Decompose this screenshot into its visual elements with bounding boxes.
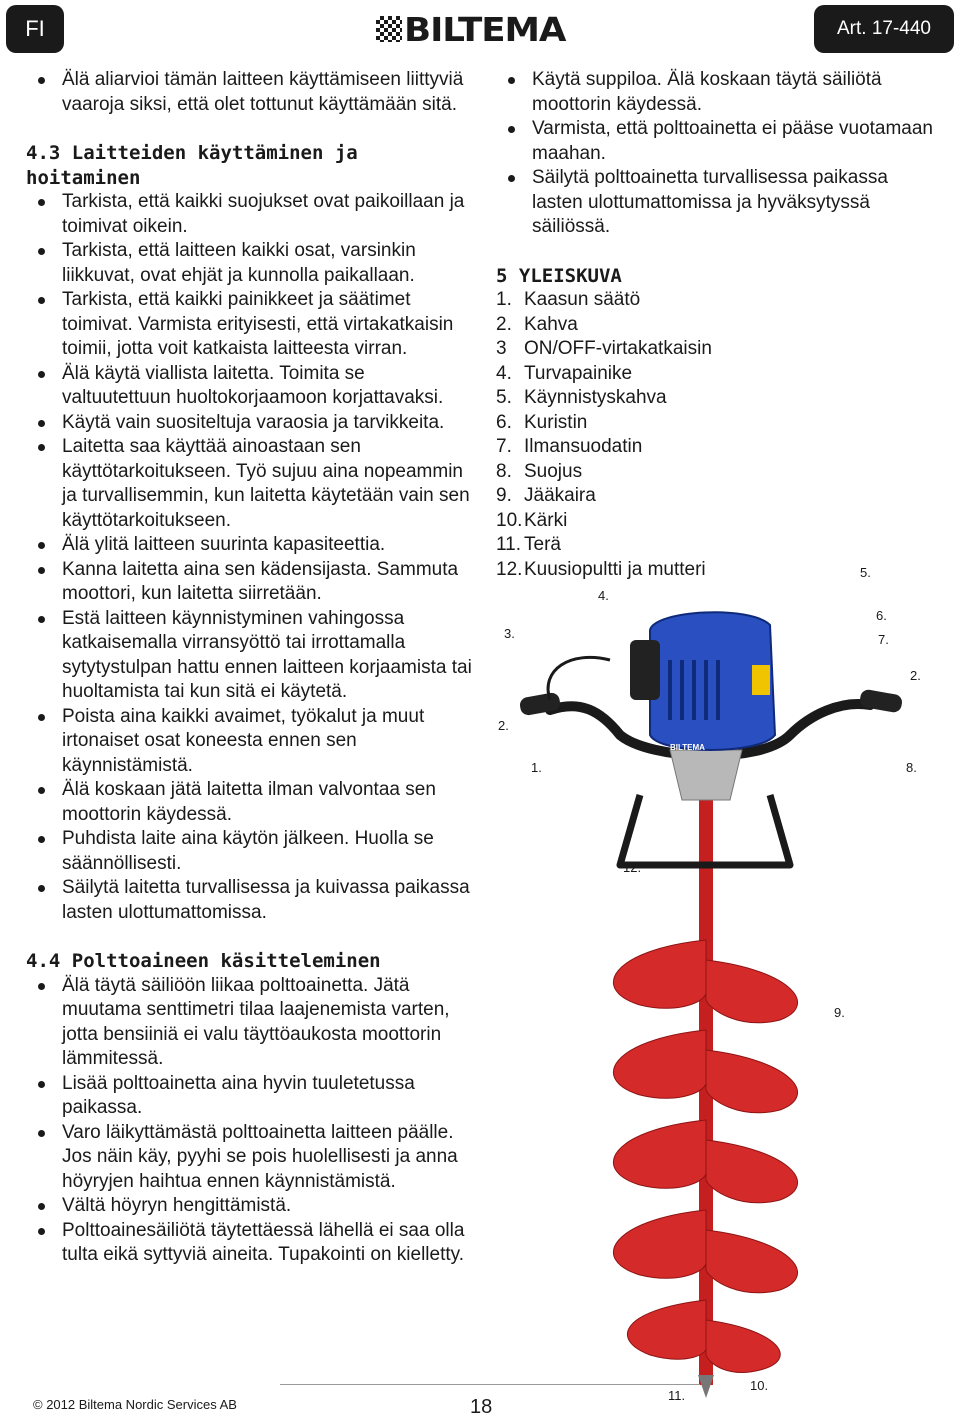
list-item: Varmista, että polttoainetta ei pääse vuotamaan maahan. [496, 117, 936, 166]
part-item: 9. Jääkaira [496, 485, 596, 506]
section-4-4-list [26, 974, 476, 1268]
callout-label: 6. [876, 608, 887, 623]
list-item: Puhdista laite aina käytön jälkeen. Huolla se säännöllisesti. [26, 827, 476, 876]
list-item: Tarkista, että kaikki painikkeet ja säätimet toimivat. Varmista erityisesti, että virtakatkaisin toimii, jotta voit katkaista laitteesta virran. [26, 288, 476, 362]
callout-label: 9. [834, 1005, 845, 1020]
fuel-list-continued [496, 68, 936, 240]
list-item: Älä koskaan jätä laitetta ilman valvontaa sen moottorin käydessä. [26, 778, 476, 827]
brand-name: BILTEMA [404, 9, 566, 49]
engine-warning-sticker [752, 665, 770, 695]
list-item: Varo läikyttämästä polttoainetta laitteen päälle. Jos näin käy, pyyhi se pois huolellisesti ja anna höyryjen haihtua ennen käynnistämistä. [26, 1121, 476, 1195]
list-item: Vältä höyryn hengittämistä. [26, 1194, 476, 1219]
part-item: 8. Suojus [496, 460, 583, 482]
callout-label: 4. [598, 588, 609, 603]
part-item: 11. Terä [496, 534, 561, 555]
list-item: Kanna laitetta aina sen kädensijasta. Sammuta moottori, kun laitetta siirretään. [26, 558, 476, 607]
left-column [26, 68, 476, 1268]
part-item: 10. Kärki [496, 509, 568, 531]
part-item: 7. Ilmansuodatin [496, 436, 643, 457]
section-title-4-3: 4.3 Laitteiden käyttäminen ja hoitaminen [26, 142, 358, 189]
part-item: 3 ON/OFF-virtakatkaisin [496, 338, 712, 359]
copyright: © 2012 Biltema Nordic Services AB [33, 1397, 237, 1412]
parts-list [496, 288, 936, 582]
auger-tip [698, 1375, 714, 1398]
fuel-tank [630, 640, 660, 700]
list-item: Estä laitteen käynnistyminen vahingossa katkaisemalla virransyöttö tai irrottamalla sytytystulpan hattu ennen laitteen korjaamista tai huoltamista tai kun sitä ei käytetä. [26, 607, 476, 705]
footer-divider [280, 1384, 700, 1385]
engine-brand-text: BILTEMA [670, 743, 705, 752]
list-item: Lisää polttoainetta aina hyvin tuuletetussa paikassa. [26, 1072, 476, 1121]
callout-label: 10. [750, 1378, 769, 1393]
list-item: Poista aina kaikki avaimet, työkalut ja muut irtonaiset osat koneesta ennen sen käynnistämistä. [26, 705, 476, 779]
callout-label: 2. [910, 668, 921, 683]
callout-label: 1. [531, 760, 542, 775]
list-item: Käytä vain suositeltuja varaosia ja tarvikkeita. [26, 411, 476, 436]
section-title-4-4: 4.4 Polttoaineen käsitteleminen [26, 950, 381, 972]
page-header [0, 0, 960, 58]
list-item: Tarkista, että laitteen kaikki osat, varsinkin liikkuvat, ovat ehjät ja kunnolla paikallaan. [26, 239, 476, 288]
part-item: 5. Käynnistyskahva [496, 387, 667, 408]
section-title-5: 5 YLEISKUVA [496, 264, 622, 287]
callout-label: 11. [668, 1388, 686, 1403]
intro-list [26, 68, 476, 117]
part-item: 1. Kaasun säätö [496, 289, 641, 310]
callout-label: 12. [623, 860, 642, 875]
list-item: Säilytä laitetta turvallisessa ja kuivassa paikassa lasten ulottumattomissa. [26, 876, 476, 925]
article-number: Art. 17-440 [814, 5, 954, 53]
list-item: Älä aliarvioi tämän laitteen käyttämiseen liittyviä vaaroja siksi, että olet tottunut käyttämään sitä. [26, 68, 476, 117]
list-item: Käytä suppiloa. Älä koskaan täytä säiliötä moottorin käydessä. [496, 68, 936, 117]
language-badge: FI [6, 5, 64, 53]
list-item: Älä käytä viallista laitetta. Toimita se valtuutettuun huoltokorjaamoon korjattavaksi. [26, 362, 476, 411]
throttle-cable [548, 657, 610, 700]
list-item: Säilytä polttoainetta turvallisessa paikassa lasten ulottumattomissa ja hyväksytyssä säiliössä. [496, 166, 936, 240]
list-item: Älä ylitä laitteen suurinta kapasiteettia. [26, 533, 476, 558]
part-item: 4. Turvapainike [496, 362, 633, 384]
part-item: 6. Kuristin [496, 411, 588, 433]
list-item: Polttoainesäiliötä täytettäessä lähellä ei saa olla tulta eikä syttyviä aineita. Tupakointi on kielletty. [26, 1219, 476, 1268]
callout-label: 5. [860, 565, 871, 580]
brand-logo [376, 9, 566, 49]
list-item: Laitetta saa käyttää ainoastaan sen käyttötarkoitukseen. Työ sujuu aina nopeammin ja turvallisemmin, kun laitetta käytetään vain sen käyttötarkoitukseen. [26, 435, 476, 533]
callout-label: 7. [878, 632, 889, 647]
part-item: 12. Kuusiopultti ja mutteri [496, 558, 706, 580]
list-item: Älä täytä säiliöön liikaa polttoainetta. Jätä muutama senttimetri tilaa laajenemista varten, jotta bensiiniä ei valu täyttöaukosta moottorin lämmitessä. [26, 974, 476, 1072]
callout-label: 3. [504, 626, 515, 641]
ice-auger-illustration [490, 560, 960, 1403]
part-item: 2. Kahva [496, 313, 578, 335]
ice-auger-drawing [490, 560, 960, 1400]
right-grip [859, 688, 903, 713]
callout-label: 8. [906, 760, 917, 775]
section-4-3-list [26, 190, 476, 925]
callout-label: 2. [498, 718, 509, 733]
right-column [496, 68, 936, 582]
list-item: Tarkista, että kaikki suojukset ovat paikoillaan ja toimivat oikein. [26, 190, 476, 239]
gearbox [670, 750, 742, 800]
checker-flag-icon [376, 16, 402, 42]
page-number: 18 [470, 1396, 493, 1418]
